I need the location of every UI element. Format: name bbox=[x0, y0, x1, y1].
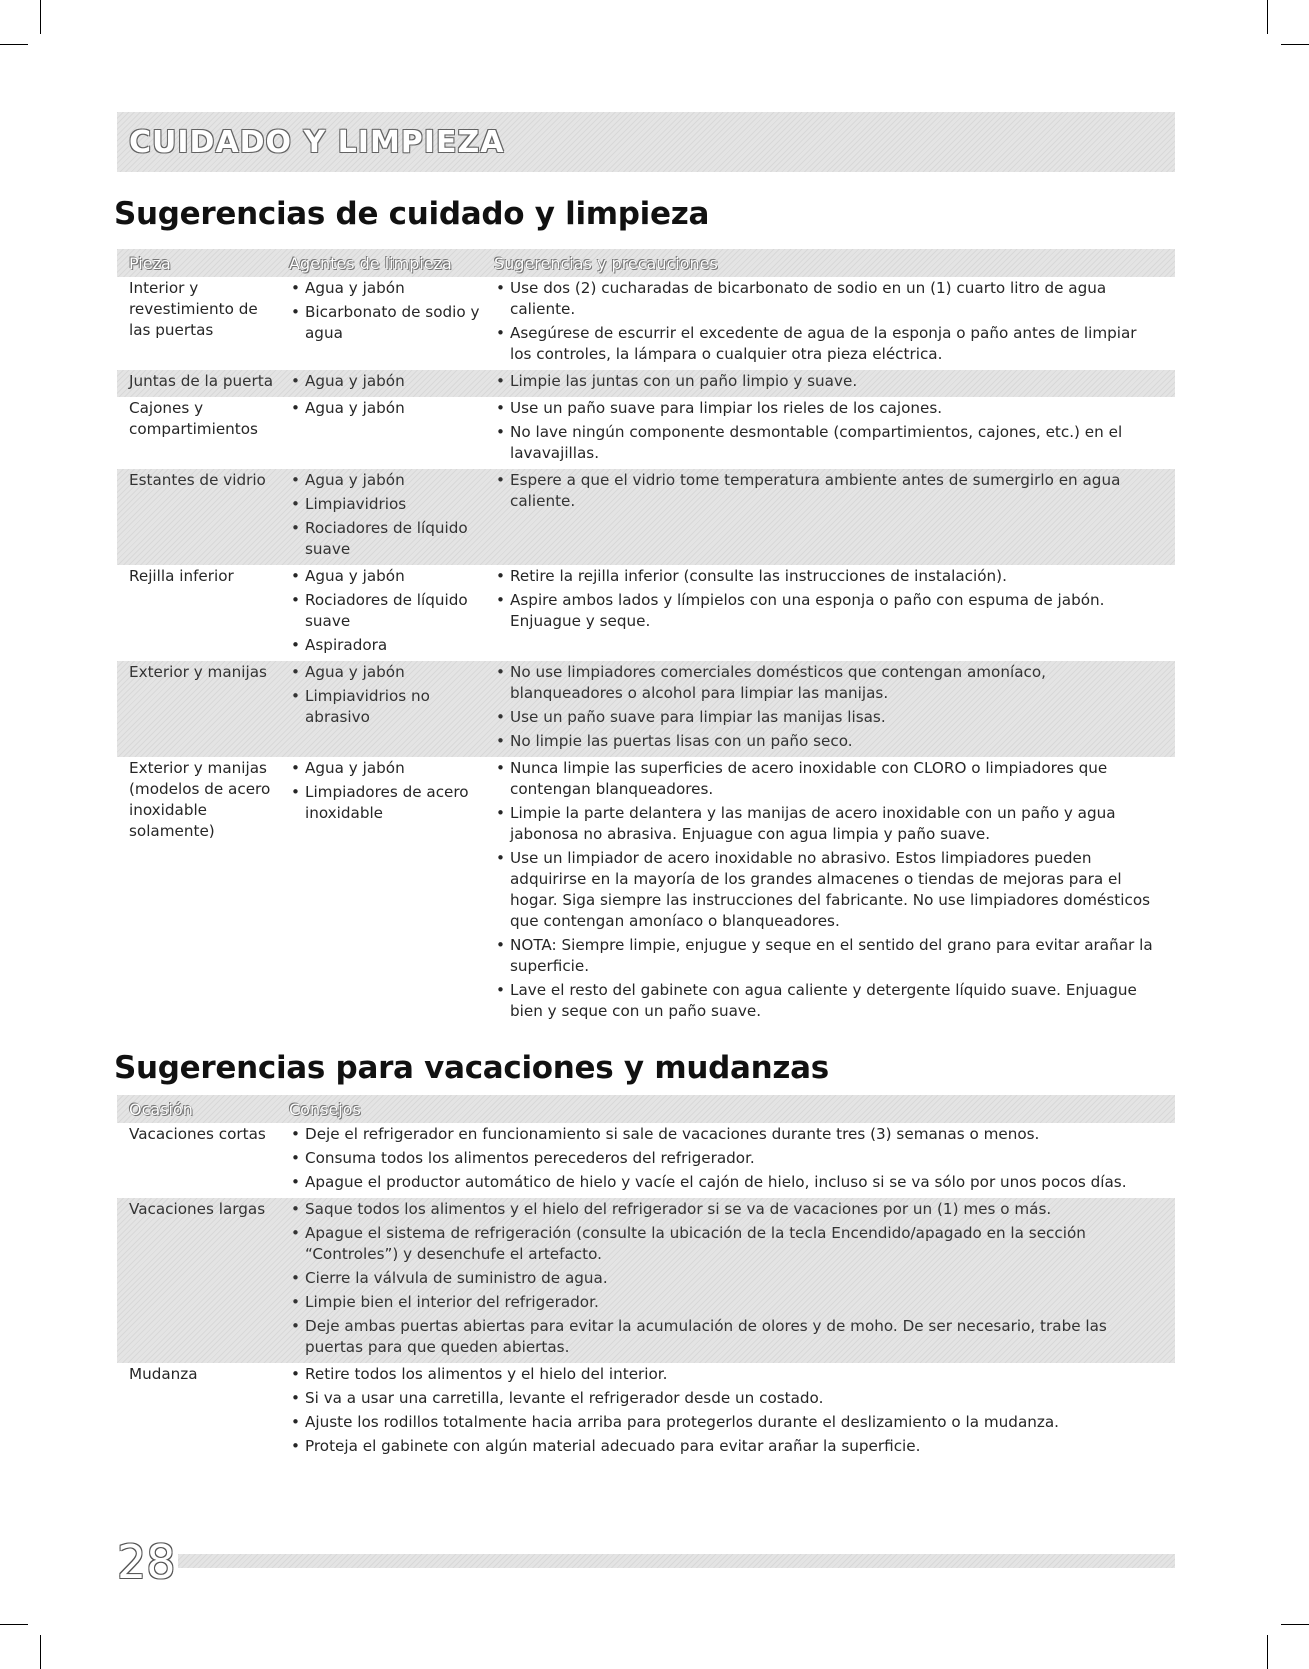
piece-cell: Estantes de vidrio bbox=[129, 471, 266, 489]
agents-cell bbox=[289, 398, 494, 467]
tips-list bbox=[494, 566, 1157, 632]
table-row bbox=[117, 565, 1175, 661]
header-agents: Agentes de limpieza bbox=[289, 254, 452, 273]
agents-list bbox=[289, 371, 488, 392]
agents-list bbox=[289, 662, 488, 728]
crop-mark bbox=[1281, 44, 1309, 45]
list-item: • Limpiadores de acero inoxidable bbox=[289, 782, 488, 824]
crop-mark bbox=[1267, 1635, 1268, 1669]
occasion-cell: Vacaciones cortas bbox=[129, 1125, 266, 1143]
table-row bbox=[117, 277, 1175, 370]
tips-list bbox=[494, 278, 1157, 365]
list-item: • Deje el refrigerador en funcionamiento si sale de vacaciones durante tres (3) semanas o menos. bbox=[289, 1124, 1157, 1145]
list-item: • Ajuste los rodillos totalmente hacia arriba para protegerlos durante el deslizamiento o la mudanza. bbox=[289, 1412, 1157, 1433]
piece-cell: Exterior y manijas bbox=[129, 663, 267, 681]
agents-cell bbox=[289, 566, 494, 659]
list-item: • Limpiavidrios bbox=[289, 494, 488, 515]
list-item: • Rociadores de líquido suave bbox=[289, 590, 488, 632]
tips-cell bbox=[494, 662, 1175, 755]
list-item: • No use limpiadores comerciales domésticos que contengan amoníaco, blanqueadores o alcohol para limpiar las manijas. bbox=[494, 662, 1157, 704]
tips-cell bbox=[494, 470, 1175, 563]
header-tips: Sugerencias y precauciones bbox=[494, 254, 718, 273]
list-item: • Retire la rejilla inferior (consulte las instrucciones de instalación). bbox=[494, 566, 1157, 587]
care-table bbox=[117, 249, 1175, 1027]
tips-list bbox=[494, 398, 1157, 464]
agents-cell bbox=[289, 278, 494, 368]
footer-bar bbox=[178, 1554, 1175, 1568]
tips-list bbox=[494, 758, 1157, 1022]
advice-cell bbox=[289, 1199, 1175, 1361]
list-item: • Limpiavidrios no abrasivo bbox=[289, 686, 488, 728]
tips-list bbox=[494, 470, 1157, 512]
piece-cell: Cajones y compartimientos bbox=[129, 399, 258, 438]
crop-mark bbox=[40, 0, 41, 34]
list-item: • Rociadores de líquido suave bbox=[289, 518, 488, 560]
header-occasion: Ocasión bbox=[129, 1100, 193, 1119]
piece-cell: Juntas de la puerta bbox=[129, 372, 274, 390]
agents-list bbox=[289, 758, 488, 824]
list-item: • Bicarbonato de sodio y agua bbox=[289, 302, 488, 344]
tips-cell bbox=[494, 398, 1175, 467]
occasion-cell: Mudanza bbox=[129, 1365, 198, 1383]
tips-list bbox=[494, 371, 1157, 392]
piece-cell: Exterior y manijas (modelos de acero inoxidable solamente) bbox=[129, 759, 271, 840]
agents-cell bbox=[289, 470, 494, 563]
crop-mark bbox=[40, 1635, 41, 1669]
list-item: • Lave el resto del gabinete con agua caliente y detergente líquido suave. Enjuague bien y seque con un paño suave. bbox=[494, 980, 1157, 1022]
crop-mark bbox=[0, 1624, 28, 1625]
vacation-table bbox=[117, 1095, 1175, 1462]
list-item: • Cierre la válvula de suministro de agua. bbox=[289, 1268, 1157, 1289]
advice-list bbox=[289, 1364, 1157, 1457]
occasion-cell: Vacaciones largas bbox=[129, 1200, 266, 1218]
list-item: • Agua y jabón bbox=[289, 758, 488, 779]
list-item: • Agua y jabón bbox=[289, 278, 488, 299]
list-item: • Agua y jabón bbox=[289, 566, 488, 587]
crop-mark bbox=[0, 44, 28, 45]
list-item: • Apague el productor automático de hielo y vacíe el cajón de hielo, incluso si se va sólo por unos pocos días. bbox=[289, 1172, 1157, 1193]
crop-mark bbox=[1281, 1624, 1309, 1625]
list-item: • No limpie las puertas lisas con un paño seco. bbox=[494, 731, 1157, 752]
table-row bbox=[117, 757, 1175, 1027]
tips-cell bbox=[494, 566, 1175, 659]
advice-list bbox=[289, 1124, 1157, 1193]
list-item: • Consuma todos los alimentos perecederos del refrigerador. bbox=[289, 1148, 1157, 1169]
list-item: • Agua y jabón bbox=[289, 662, 488, 683]
tips-list bbox=[494, 662, 1157, 752]
care-table-header bbox=[117, 249, 1175, 277]
list-item: • Limpie la parte delantera y las manijas de acero inoxidable con un paño y agua jabonosa no abrasiva. Enjuague con agua limpia y paño suave. bbox=[494, 803, 1157, 845]
list-item: • Agua y jabón bbox=[289, 470, 488, 491]
header-advice: Consejos bbox=[289, 1100, 361, 1119]
agents-list bbox=[289, 566, 488, 656]
list-item: • NOTA: Siempre limpie, enjugue y seque en el sentido del grano para evitar arañar la superficie. bbox=[494, 935, 1157, 977]
table-row bbox=[117, 1198, 1175, 1363]
vacation-table-header bbox=[117, 1095, 1175, 1123]
table-row bbox=[117, 1123, 1175, 1198]
table-row bbox=[117, 1363, 1175, 1462]
list-item: • Use un limpiador de acero inoxidable no abrasivo. Estos limpiadores pueden adquirirse en la mayoría de los grandes almacenes o tiendas de mejoras para el hogar. Siga siempre las instrucciones del fabricante. No use limpiadores domésticos que contengan amoníaco o blanqueadores. bbox=[494, 848, 1157, 932]
care-section-title: Sugerencias de cuidado y limpieza bbox=[114, 196, 710, 232]
page-number: 28 bbox=[117, 1535, 176, 1589]
list-item: • Aspire ambos lados y límpielos con una esponja o paño con espuma de jabón. Enjuague y seque. bbox=[494, 590, 1157, 632]
advice-cell bbox=[289, 1124, 1175, 1196]
list-item: • Deje ambas puertas abiertas para evitar la acumulación de olores y de moho. De ser necesario, trabe las puertas para que queden abiertas. bbox=[289, 1316, 1157, 1358]
piece-cell: Interior y revestimiento de las puertas bbox=[129, 279, 258, 339]
agents-list bbox=[289, 278, 488, 344]
header-piece: Pieza bbox=[129, 254, 171, 273]
list-item: • Aspiradora bbox=[289, 635, 488, 656]
list-item: • Use dos (2) cucharadas de bicarbonato de sodio en un (1) cuarto litro de agua caliente. bbox=[494, 278, 1157, 320]
tips-cell bbox=[494, 758, 1175, 1025]
agents-cell bbox=[289, 371, 494, 395]
section-banner bbox=[117, 112, 1175, 172]
list-item: • Asegúrese de escurrir el excedente de agua de la esponja o paño antes de limpiar los controles, la lámpara o cualquier otra pieza eléctrica. bbox=[494, 323, 1157, 365]
piece-cell: Rejilla inferior bbox=[129, 567, 234, 585]
list-item: • Proteja el gabinete con algún material adecuado para evitar arañar la superficie. bbox=[289, 1436, 1157, 1457]
advice-list bbox=[289, 1199, 1157, 1358]
list-item: • Use un paño suave para limpiar los rieles de los cajones. bbox=[494, 398, 1157, 419]
list-item: • Espere a que el vidrio tome temperatura ambiente antes de sumergirlo en agua caliente. bbox=[494, 470, 1157, 512]
list-item: • Saque todos los alimentos y el hielo del refrigerador si se va de vacaciones por un (1) mes o más. bbox=[289, 1199, 1157, 1220]
vacation-section-title: Sugerencias para vacaciones y mudanzas bbox=[114, 1050, 829, 1086]
list-item: • Retire todos los alimentos y el hielo del interior. bbox=[289, 1364, 1157, 1385]
advice-cell bbox=[289, 1364, 1175, 1460]
list-item: • Limpie las juntas con un paño limpio y suave. bbox=[494, 371, 1157, 392]
agents-list bbox=[289, 470, 488, 560]
tips-cell bbox=[494, 371, 1175, 395]
table-row bbox=[117, 469, 1175, 565]
list-item: • Agua y jabón bbox=[289, 371, 488, 392]
crop-mark bbox=[1267, 0, 1268, 34]
list-item: • Limpie bien el interior del refrigerador. bbox=[289, 1292, 1157, 1313]
banner-title: CUIDADO Y LIMPIEZA bbox=[129, 124, 505, 160]
tips-cell bbox=[494, 278, 1175, 368]
table-row bbox=[117, 397, 1175, 469]
list-item: • Apague el sistema de refrigeración (consulte la ubicación de la tecla Encendido/apagado en la sección “Controles”) y desenchufe el artefacto. bbox=[289, 1223, 1157, 1265]
table-row bbox=[117, 661, 1175, 757]
table-row bbox=[117, 370, 1175, 397]
list-item: • Agua y jabón bbox=[289, 398, 488, 419]
list-item: • Si va a usar una carretilla, levante el refrigerador desde un costado. bbox=[289, 1388, 1157, 1409]
agents-list bbox=[289, 398, 488, 419]
agents-cell bbox=[289, 662, 494, 755]
agents-cell bbox=[289, 758, 494, 1025]
list-item: • No lave ningún componente desmontable (compartimientos, cajones, etc.) en el lavavajillas. bbox=[494, 422, 1157, 464]
list-item: • Use un paño suave para limpiar las manijas lisas. bbox=[494, 707, 1157, 728]
list-item: • Nunca limpie las superficies de acero inoxidable con CLORO o limpiadores que contengan blanqueadores. bbox=[494, 758, 1157, 800]
